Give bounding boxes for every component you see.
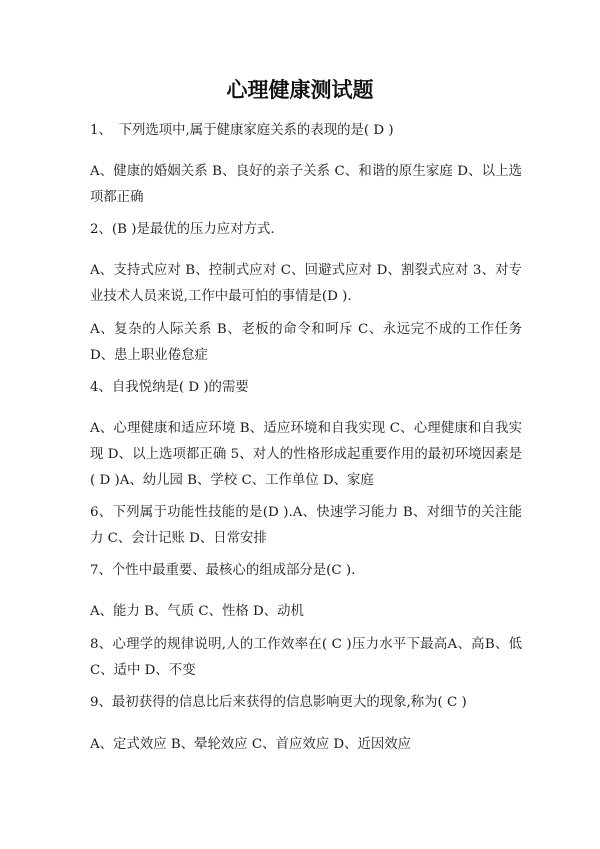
question-1-options: A、健康的婚姻关系 B、良好的亲子关系 C、和谐的原生家庭 D、以上选项都正确 [90,164,522,205]
question-9: 9、最初获得的信息比后来获得的信息影响更大的现象,称为( C ) [90,695,467,710]
question-1: 1、 下列选项中,属于健康家庭关系的表现的是( D ) [90,123,394,138]
question-2: 2、(B )是最优的压力应对方式. [90,222,275,237]
question-4-options-and-question-5: A、心理健康和适应环境 B、适应环境和自我实现 C、心理健康和自我实现 D、以上选项都正确 5、对人的性格形成起重要作用的最初环境因素是( D )A、幼儿园 B、学校 C、工作单位 D、家庭 [90,421,522,488]
question-2-options-and-question-3: A、支持式应对 B、控制式应对 C、回避式应对 D、割裂式应对 3、对专业技术人员来说,工作中最可怕的事情是(D ). [90,263,522,304]
question-6: 6、下列属于功能性技能的是(D ).A、快速学习能力 B、对细节的关注能力 C、会计记账 D、日常安排 [90,505,522,546]
question-4: 4、自我悦纳是( D )的需要 [90,380,249,395]
question-8: 8、心理学的规律说明,人的工作效率在( C )压力水平下最高A、高B、低C、适中 D、不变 [90,637,522,678]
question-9-options: A、定式效应 B、晕轮效应 C、首应效应 D、近因效应 [90,737,412,752]
question-7-options: A、能力 B、气质 C、性格 D、动机 [90,604,304,619]
question-7: 7、个性中最重要、最核心的组成部分是(C ). [90,563,356,578]
page-title: 心理健康测试题 [226,78,374,102]
question-3-options: A、复杂的人际关系 B、老板的命令和呵斥 C、永远完不成的工作任务 D、患上职业倦怠症 [90,322,522,363]
